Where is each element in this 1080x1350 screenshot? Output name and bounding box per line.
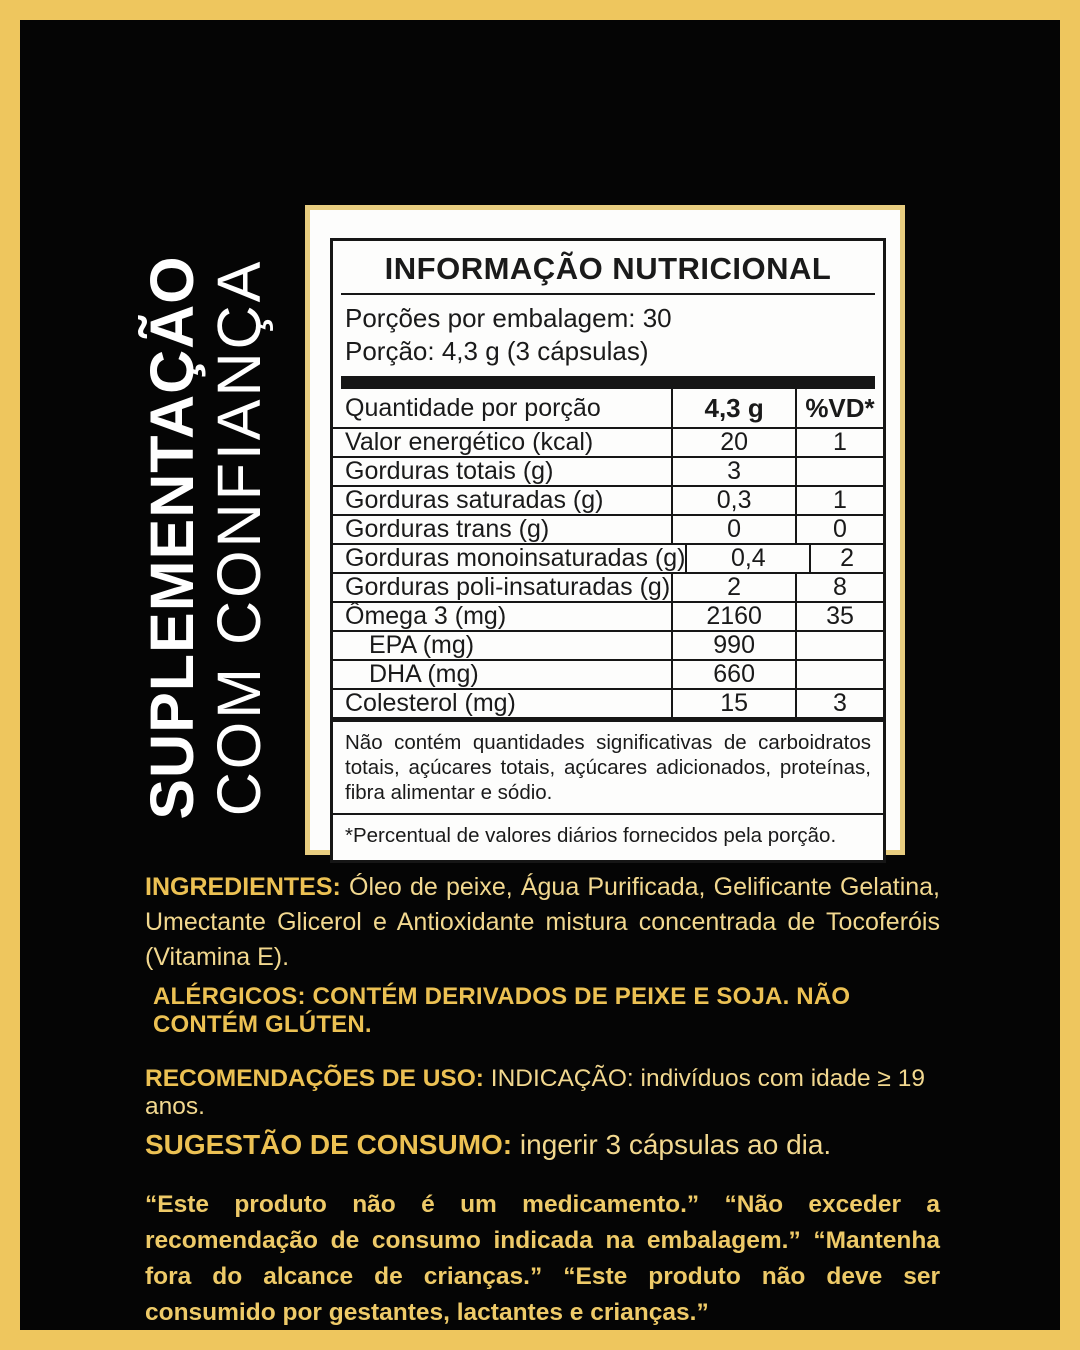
table-row	[333, 690, 883, 722]
usage-text: INDICAÇÃO: indivíduos com idade ≥ 19 anos.	[145, 1065, 925, 1120]
panel-title: INFORMAÇÃO NUTRICIONAL	[384, 251, 832, 286]
row-qty: 0,3	[671, 487, 795, 514]
row-qty: 0,4	[685, 545, 809, 572]
row-vd: 2	[809, 545, 883, 572]
row-vd: 1	[795, 487, 883, 514]
row-vd	[795, 661, 883, 688]
table-row	[333, 661, 883, 690]
row-label: EPA (mg)	[369, 631, 475, 659]
row-label: Ômega 3 (mg)	[345, 602, 507, 630]
table-row	[333, 458, 883, 487]
row-vd: 0	[795, 516, 883, 543]
row-label: Valor energético (kcal)	[345, 428, 594, 456]
daily-value-note: *Percentual de valores diários fornecidos pela porção.	[345, 824, 837, 847]
consumption-label: SUGESTÃO DE CONSUMO:	[145, 1129, 513, 1160]
table-row	[333, 632, 883, 661]
row-vd	[795, 458, 883, 485]
row-qty: 2160	[671, 603, 795, 630]
row-vd	[795, 632, 883, 659]
table-row	[333, 545, 883, 574]
consumption-text: ingerir 3 cápsulas ao dia.	[512, 1129, 832, 1160]
row-qty: 3	[671, 458, 795, 485]
row-label: Colesterol (mg)	[345, 689, 516, 717]
table-row	[333, 516, 883, 545]
row-qty: 15	[671, 690, 795, 717]
row-qty: 2	[671, 574, 795, 601]
warnings-paragraph: “Este produto não é um medicamento.” “Não exceder a recomendação de consumo indicada na embalagem.” “Mantenha fora do alcance de crianças.” “Este produto não deve ser consumido por gestantes, lactantes e crianças.”	[145, 1191, 940, 1326]
nutrition-facts-box	[330, 238, 886, 863]
row-label: Gorduras saturadas (g)	[345, 486, 604, 514]
row-vd: 1	[795, 429, 883, 456]
row-qty: 20	[671, 429, 795, 456]
thick-divider	[341, 376, 875, 389]
row-label: Gorduras trans (g)	[345, 515, 550, 543]
side-branding-line1: SUPLEMENTAÇÃO	[138, 255, 206, 820]
row-qty: 0	[671, 516, 795, 543]
ingredients-paragraph	[145, 870, 940, 975]
ingredients-text: Óleo de peixe, Água Purificada, Gelificante Gelatina, Umectante Glicerol e Antioxidante mistura concentrada de Tocoferóis (Vitamina E).	[145, 873, 940, 971]
table-row	[333, 487, 883, 516]
side-branding-line2: COM CONFIANÇA	[205, 258, 273, 817]
nutrition-panel	[305, 205, 905, 855]
no-significant-amounts-note: Não contém quantidades significativas de carboidratos totais, açúcares totais, açúcares adicionados, proteínas, fibra alimentar e sódio.	[333, 722, 883, 815]
usage-label: RECOMENDAÇÕES DE USO:	[145, 1065, 484, 1092]
serving-size: Porção: 4,3 g (3 cápsulas)	[345, 336, 649, 366]
row-vd: 35	[795, 603, 883, 630]
serving-info	[333, 295, 883, 374]
header-vd: %VD*	[795, 389, 883, 427]
gold-info-block	[145, 870, 940, 1331]
row-label: DHA (mg)	[369, 660, 479, 688]
header-label: Quantidade por porção	[345, 393, 601, 422]
side-branding	[138, 230, 274, 845]
row-label: Gorduras monoinsaturadas (g)	[345, 544, 686, 572]
amount-table	[333, 389, 883, 722]
row-label: Gorduras poli-insaturadas (g)	[345, 573, 671, 601]
table-row	[333, 574, 883, 603]
table-row	[333, 429, 883, 458]
row-label: Gorduras totais (g)	[345, 457, 554, 485]
table-row	[333, 603, 883, 632]
row-vd: 8	[795, 574, 883, 601]
usage-line	[145, 1065, 940, 1121]
allergens-line: ALÉRGICOS: CONTÉM DERIVADOS DE PEIXE E SOJA. NÃO CONTÉM GLÚTEN.	[153, 983, 851, 1038]
table-header-row	[333, 389, 883, 429]
header-qty: 4,3 g	[671, 389, 795, 427]
row-vd: 3	[795, 690, 883, 717]
consumption-line	[145, 1129, 940, 1161]
ingredients-label: INGREDIENTES:	[145, 873, 341, 901]
row-qty: 990	[671, 632, 795, 659]
row-qty: 660	[671, 661, 795, 688]
servings-per-package: Porções por embalagem: 30	[345, 303, 672, 333]
